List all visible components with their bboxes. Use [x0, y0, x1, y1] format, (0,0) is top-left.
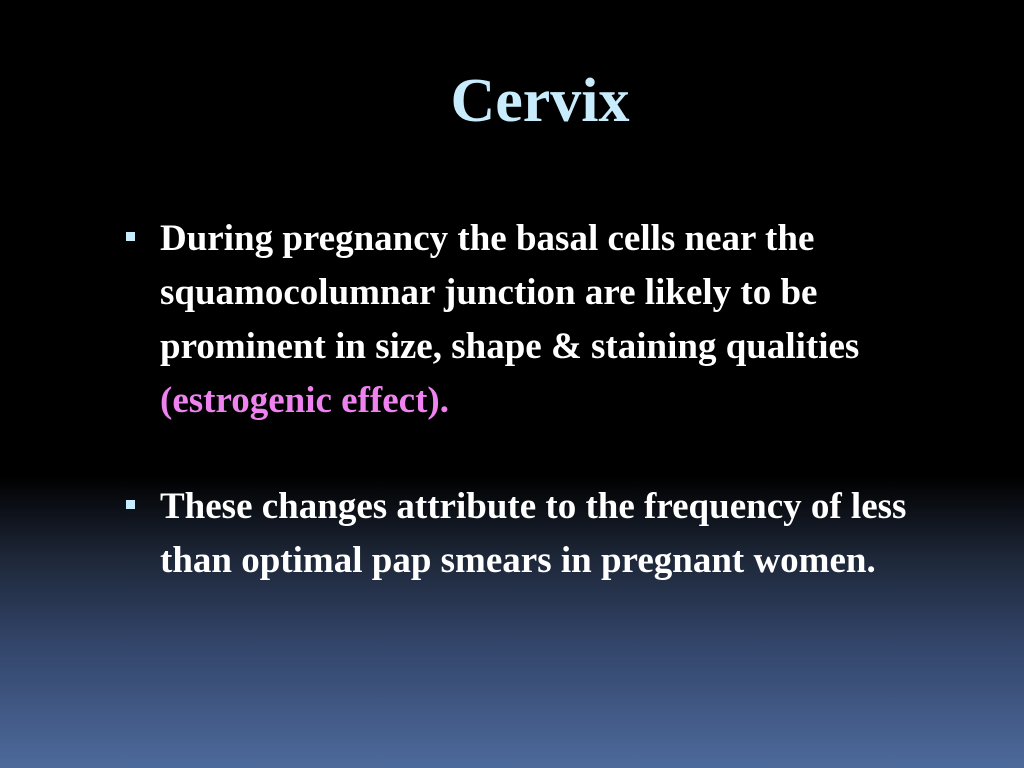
bullet-highlight-text: (estrogenic effect).: [160, 380, 449, 421]
square-bullet-icon: [126, 232, 135, 241]
bullet-item: [120, 212, 980, 428]
slide-title: Cervix: [450, 67, 630, 135]
bullet-text: During pregnancy the basal cells near the squamocolumnar junction are likely to be prominent in size, shape & staining qualities: [160, 218, 860, 367]
square-bullet-icon: [126, 500, 135, 509]
bullet-text: These changes attribute to the frequency of less than optimal pap smears in pregnant women.: [160, 486, 907, 581]
bullet-list: [120, 212, 980, 588]
bullet-item: [120, 480, 980, 588]
